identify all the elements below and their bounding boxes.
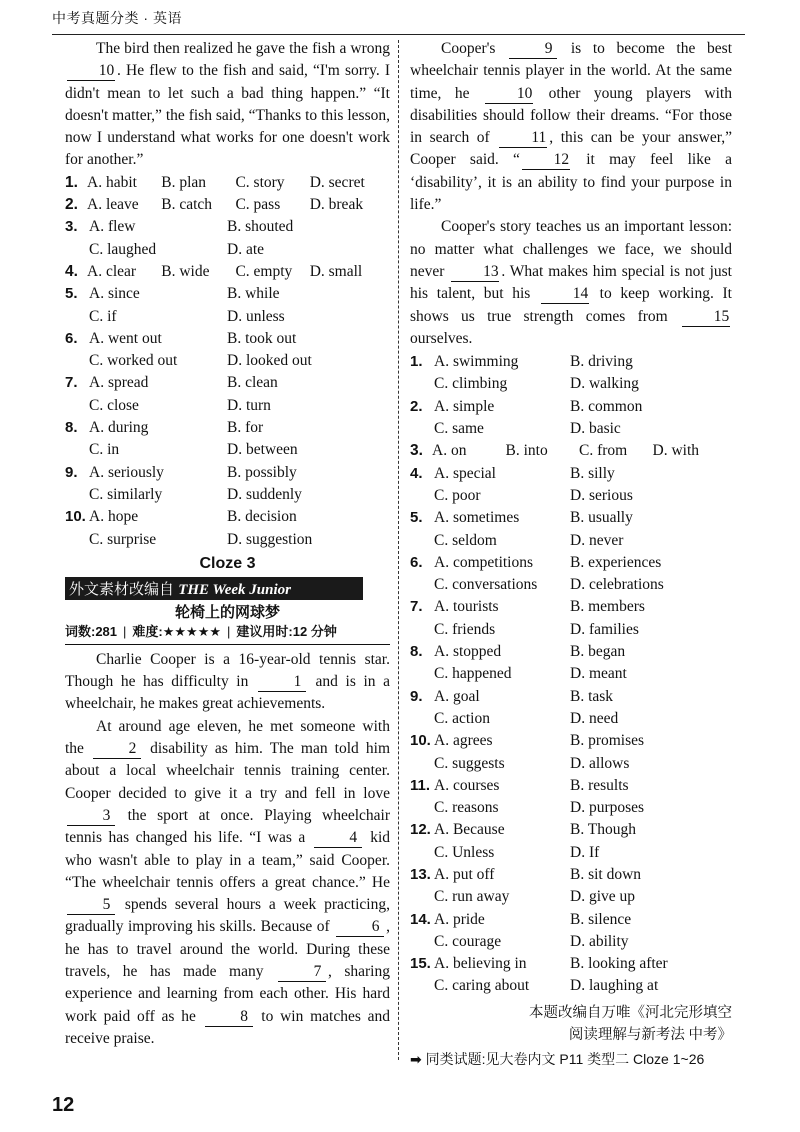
question-item bbox=[410, 641, 732, 686]
answer-option[interactable]: D. small bbox=[309, 262, 363, 280]
header-rule bbox=[52, 34, 745, 35]
answer-option[interactable]: C. story bbox=[235, 173, 285, 191]
answer-option[interactable]: B. sit down bbox=[570, 865, 642, 883]
answer-option[interactable]: C. same bbox=[434, 420, 484, 438]
credit-line-2: 阅读理解与新考法 中考》 bbox=[568, 1026, 732, 1043]
source-banner bbox=[65, 577, 363, 600]
passage-text: . What makes him special is not just his talent, but his bbox=[410, 262, 732, 303]
answer-option[interactable]: C. run away bbox=[434, 888, 510, 906]
cloze-blank[interactable]: 2 bbox=[93, 740, 141, 759]
answer-option[interactable]: A. stopped bbox=[434, 643, 502, 661]
question-item bbox=[410, 775, 732, 820]
passage-text: the sport at once. Playing wheelchair tennis has changed his life. “I was a bbox=[65, 806, 390, 847]
cloze3-title: Cloze 3 bbox=[199, 554, 256, 572]
answer-option[interactable]: C. worked out bbox=[89, 352, 178, 370]
answer-option[interactable]: D. ability bbox=[570, 932, 629, 950]
answer-option[interactable]: B. Though bbox=[570, 821, 637, 839]
passage-paragraph bbox=[410, 38, 732, 216]
answer-option[interactable]: C. from bbox=[579, 442, 628, 460]
running-header: 中考真题分类 · 英语 bbox=[52, 10, 182, 26]
question-number: 8. bbox=[410, 643, 423, 661]
passage-text: ourselves. bbox=[410, 329, 473, 347]
question-item bbox=[410, 396, 732, 441]
answer-option[interactable]: D. basic bbox=[570, 420, 621, 438]
answer-option[interactable]: A. Because bbox=[434, 821, 505, 839]
indent-spacer bbox=[410, 797, 434, 819]
question-number: 9. bbox=[65, 463, 78, 481]
answer-option[interactable]: D. families bbox=[570, 620, 639, 638]
question-number: 10. bbox=[410, 732, 431, 750]
question-item bbox=[410, 552, 732, 597]
answer-option[interactable]: C. close bbox=[89, 396, 139, 414]
answer-option[interactable]: D. purposes bbox=[570, 799, 645, 817]
answer-option[interactable]: B. members bbox=[570, 598, 645, 616]
cloze-blank[interactable]: 11 bbox=[499, 129, 547, 148]
left-column bbox=[65, 38, 390, 1050]
passage-text: to keep working. It shows us true strength comes from bbox=[410, 285, 732, 325]
answer-option[interactable]: A. pride bbox=[434, 910, 485, 928]
indent-spacer bbox=[410, 886, 434, 908]
question-item bbox=[65, 261, 390, 283]
passage-text: Cooper's bbox=[441, 40, 508, 57]
answer-option[interactable]: A. clear bbox=[87, 262, 137, 280]
answer-option[interactable]: B. shouted bbox=[227, 218, 294, 236]
passage-text: kid who wasn't able to play in a team,” said Cooper. “The wheelchair tennis offers a great chance.” He bbox=[65, 829, 390, 891]
answer-option[interactable]: B. silly bbox=[570, 464, 615, 482]
passage-text: , he has to travel around the world. During these travels, he has made many bbox=[65, 918, 390, 980]
answer-option[interactable]: B. wide bbox=[161, 262, 210, 280]
answer-option[interactable]: C. suggests bbox=[434, 754, 505, 772]
answer-option[interactable]: B. promises bbox=[570, 732, 645, 750]
answer-option[interactable]: A. since bbox=[89, 285, 140, 303]
answer-option[interactable]: A. went out bbox=[89, 329, 162, 347]
question-item bbox=[65, 462, 390, 507]
passage-text: Charlie Cooper is a 16-year-old tennis star. Though he has difficulty in bbox=[65, 650, 390, 691]
passage-text: it may feel like a ‘disability’, it is an ability to find your purpose in life.” bbox=[410, 151, 732, 214]
answer-option[interactable]: D. walking bbox=[570, 375, 639, 393]
answer-option[interactable]: C. surprise bbox=[89, 530, 157, 548]
cloze-blank[interactable]: 8 bbox=[205, 1008, 253, 1027]
indent-spacer bbox=[410, 373, 434, 395]
source-magazine: THE Week Junior bbox=[178, 581, 291, 598]
answer-option[interactable]: A. flew bbox=[89, 218, 136, 236]
answer-option[interactable]: C. poor bbox=[434, 486, 481, 504]
answer-option[interactable]: D. break bbox=[309, 196, 364, 214]
page-number: 12 bbox=[52, 1094, 75, 1116]
cloze-blank[interactable]: 15 bbox=[682, 308, 730, 327]
question-item bbox=[65, 172, 390, 194]
answer-option[interactable]: C. action bbox=[434, 709, 490, 727]
passage-text: The bird then realized he gave the fish a wrong bbox=[96, 40, 390, 57]
question-number: 11. bbox=[410, 776, 431, 794]
credit-note bbox=[410, 1002, 732, 1046]
question-item bbox=[410, 819, 732, 864]
source-prefix: 外文素材改编自 bbox=[69, 580, 175, 598]
question-number: 14. bbox=[410, 910, 431, 928]
answer-option[interactable]: D. secret bbox=[309, 173, 365, 191]
answer-option[interactable]: D. suggestion bbox=[227, 530, 313, 548]
indent-spacer bbox=[410, 931, 434, 953]
answer-option[interactable]: B. experiences bbox=[570, 553, 662, 571]
chinese-title: 轮椅上的网球梦 bbox=[174, 603, 280, 621]
question-number: 3. bbox=[65, 218, 78, 236]
question-item bbox=[65, 506, 390, 551]
answer-option[interactable]: D. looked out bbox=[227, 352, 312, 370]
answer-option[interactable]: C. Unless bbox=[434, 843, 495, 861]
column-divider bbox=[398, 40, 399, 1060]
question-item bbox=[65, 417, 390, 462]
answer-option[interactable]: D. between bbox=[227, 441, 298, 459]
answer-option[interactable]: B. driving bbox=[570, 353, 633, 371]
cloze2-passage-ending bbox=[65, 38, 390, 172]
passage-text: and is in a wheelchair, he makes great achievements. bbox=[65, 673, 390, 713]
answer-option[interactable]: C. caring about bbox=[434, 977, 530, 995]
passage-meta: 词数:281 | 难度:★★★★★ | 建议用时:12 分钟 bbox=[65, 623, 390, 645]
answer-option[interactable]: C. similarly bbox=[89, 485, 163, 503]
indent-spacer bbox=[410, 975, 434, 997]
question-number: 7. bbox=[410, 598, 423, 616]
passage-text: is to become the best wheelchair tennis player in the world. At the same time, he bbox=[410, 40, 732, 102]
answer-option[interactable]: D. never bbox=[570, 531, 624, 549]
answer-option[interactable]: D. with bbox=[652, 442, 699, 460]
answer-option[interactable]: B. silence bbox=[570, 910, 632, 928]
question-item bbox=[410, 864, 732, 909]
answer-option[interactable]: A. spread bbox=[89, 374, 149, 392]
cloze-blank[interactable]: 5 bbox=[67, 896, 115, 915]
answer-option[interactable]: C. seldom bbox=[434, 531, 497, 549]
answer-option[interactable]: C. if bbox=[89, 307, 117, 325]
answer-option[interactable]: D. ate bbox=[227, 240, 265, 258]
cloze-blank[interactable]: 12 bbox=[522, 151, 570, 170]
indent-spacer bbox=[410, 418, 434, 440]
passage-paragraph bbox=[65, 716, 390, 1050]
answer-option[interactable]: B. took out bbox=[227, 329, 297, 347]
answer-option[interactable]: C. climbing bbox=[434, 375, 508, 393]
cloze-blank[interactable]: 10 bbox=[67, 62, 115, 81]
right-column bbox=[410, 38, 732, 1070]
question-item bbox=[65, 194, 390, 216]
answer-option[interactable]: A. sometimes bbox=[434, 509, 520, 527]
question-number: 4. bbox=[410, 464, 423, 482]
question-number: 15. bbox=[410, 955, 431, 973]
answer-option[interactable]: A. leave bbox=[87, 196, 139, 214]
question-item bbox=[410, 596, 732, 641]
answer-option[interactable]: D. give up bbox=[570, 888, 636, 906]
answer-option[interactable]: A. during bbox=[89, 419, 149, 437]
indent-spacer bbox=[410, 708, 434, 730]
answer-option[interactable]: B. possibly bbox=[227, 463, 297, 481]
answer-option[interactable]: A. courses bbox=[434, 776, 500, 794]
credit-line-1: 本题改编自万唯《河北完形填空 bbox=[529, 1004, 732, 1021]
passage-text: , this can be your answer,” Cooper said. “ bbox=[410, 129, 732, 169]
question-number: 5. bbox=[65, 285, 78, 303]
answer-option[interactable]: A. tourists bbox=[434, 598, 499, 616]
cloze-blank[interactable]: 1 bbox=[258, 673, 306, 692]
cloze-blank[interactable]: 7 bbox=[278, 963, 326, 982]
passage-text: other young players with disabilities should follow their dreams. “For those in search of bbox=[410, 84, 732, 147]
indent-spacer bbox=[65, 239, 89, 261]
answer-option[interactable]: D. need bbox=[570, 709, 619, 727]
answer-option[interactable]: C. in bbox=[89, 441, 120, 459]
passage-text: disability as him. The man told him about a local wheelchair tennis training center. Cooper decided to give it a try and fell in love bbox=[65, 740, 390, 802]
answer-option[interactable]: C. friends bbox=[434, 620, 496, 638]
cloze-blank[interactable]: 9 bbox=[509, 40, 557, 59]
answer-option[interactable]: A. habit bbox=[87, 173, 137, 191]
answer-option[interactable]: D. meant bbox=[570, 665, 627, 683]
question-item bbox=[65, 216, 390, 261]
answer-option[interactable]: B. looking after bbox=[570, 955, 668, 973]
question-number: 13. bbox=[410, 865, 431, 883]
answer-option[interactable]: B. catch bbox=[161, 196, 213, 214]
answer-option[interactable]: C. courage bbox=[434, 932, 502, 950]
question-number: 7. bbox=[65, 374, 78, 392]
answer-option[interactable]: D. celebrations bbox=[570, 576, 664, 594]
cloze3-passage-part2 bbox=[410, 38, 732, 350]
cloze-blank[interactable]: 14 bbox=[541, 285, 589, 304]
answer-option[interactable]: C. pass bbox=[235, 196, 281, 214]
answer-option[interactable]: B. usually bbox=[570, 509, 633, 527]
indent-spacer bbox=[65, 306, 89, 328]
answer-option[interactable]: A. simple bbox=[434, 397, 495, 415]
question-item bbox=[65, 328, 390, 373]
passage-text: Cooper's story teaches us an important lesson: no matter what challenges we face, we should never bbox=[410, 218, 732, 280]
question-number: 8. bbox=[65, 419, 78, 437]
answer-option[interactable]: A. competitions bbox=[434, 553, 534, 571]
indent-spacer bbox=[65, 395, 89, 417]
answer-option[interactable]: D. unless bbox=[227, 307, 285, 325]
question-number: 5. bbox=[410, 509, 423, 527]
answer-option[interactable]: A. special bbox=[434, 464, 496, 482]
indent-spacer bbox=[65, 350, 89, 372]
indent-spacer bbox=[65, 484, 89, 506]
cloze3-passage-part1 bbox=[65, 649, 390, 1050]
indent-spacer bbox=[410, 530, 434, 552]
answer-option[interactable]: D. If bbox=[570, 843, 600, 861]
answer-option[interactable]: A. put off bbox=[434, 865, 495, 883]
question-number: 1. bbox=[65, 173, 78, 191]
cloze2-questions bbox=[65, 172, 390, 551]
indent-spacer bbox=[410, 574, 434, 596]
question-number: 6. bbox=[65, 329, 78, 347]
answer-option[interactable]: A. goal bbox=[434, 687, 480, 705]
question-number: 10. bbox=[65, 508, 86, 526]
indent-spacer bbox=[410, 842, 434, 864]
answer-option[interactable]: D. suddenly bbox=[227, 485, 302, 503]
question-item bbox=[410, 909, 732, 954]
passage-text: , sharing experience and learning from each other. His hard work paid off as he bbox=[65, 962, 390, 1025]
answer-option[interactable]: B. clean bbox=[227, 374, 278, 392]
answer-option[interactable]: A. on bbox=[432, 442, 467, 460]
passage-paragraph bbox=[65, 649, 390, 716]
answer-option[interactable]: C. conversations bbox=[434, 576, 538, 594]
question-number: 12. bbox=[410, 821, 431, 839]
answer-option[interactable]: B. for bbox=[227, 419, 264, 437]
answer-option[interactable]: A. seriously bbox=[89, 463, 164, 481]
answer-option[interactable]: A. agrees bbox=[434, 732, 493, 750]
question-item bbox=[410, 351, 732, 396]
answer-option[interactable]: D. serious bbox=[570, 486, 633, 504]
indent-spacer bbox=[410, 485, 434, 507]
question-item bbox=[410, 507, 732, 552]
cloze-blank[interactable]: 4 bbox=[314, 829, 362, 848]
passage-text: At around age eleven, he met someone with the bbox=[65, 717, 390, 758]
answer-option[interactable]: C. empty bbox=[235, 262, 293, 280]
arrow-right-icon: ➡ bbox=[410, 1050, 422, 1067]
answer-option[interactable]: D. turn bbox=[227, 396, 271, 414]
cloze-blank[interactable]: 3 bbox=[67, 807, 115, 826]
question-item bbox=[410, 686, 732, 731]
question-number: 1. bbox=[410, 353, 423, 371]
indent-spacer bbox=[410, 619, 434, 641]
reference-text: 同类试题:见大卷内文 P11 类型二 Cloze 1~26 bbox=[425, 1050, 705, 1067]
answer-option[interactable]: C. reasons bbox=[434, 799, 499, 817]
question-item bbox=[410, 730, 732, 775]
indent-spacer bbox=[410, 663, 434, 685]
cloze-blank[interactable]: 10 bbox=[485, 85, 533, 104]
answer-option[interactable]: B. into bbox=[505, 442, 548, 460]
question-number: 9. bbox=[410, 687, 423, 705]
cloze-blank[interactable]: 6 bbox=[336, 918, 384, 937]
question-item bbox=[410, 463, 732, 508]
answer-option[interactable]: C. laughed bbox=[89, 240, 157, 258]
indent-spacer bbox=[65, 529, 89, 551]
passage-paragraph bbox=[410, 216, 732, 350]
answer-option[interactable]: B. plan bbox=[161, 173, 207, 191]
suggested-time: 建议用时:12 分钟 bbox=[236, 623, 337, 639]
question-item bbox=[65, 283, 390, 328]
question-number: 2. bbox=[65, 196, 78, 214]
answer-option[interactable]: D. allows bbox=[570, 754, 630, 772]
answer-option[interactable]: A. swimming bbox=[434, 353, 519, 371]
passage-text: . He flew to the fish and said, “I'm sorry. I didn't mean to let such a bad thing happen.” “It doesn't matter,” the fish said, “Thanks to this lesson, now I understand what works for one doesn't work for another.” bbox=[65, 62, 390, 169]
answer-option[interactable]: C. happened bbox=[434, 665, 512, 683]
indent-spacer bbox=[410, 753, 434, 775]
cloze-blank[interactable]: 13 bbox=[451, 263, 499, 282]
question-number: 2. bbox=[410, 397, 423, 415]
answer-option[interactable]: B. while bbox=[227, 285, 280, 303]
word-count: 词数:281 bbox=[65, 623, 118, 639]
reference-note bbox=[410, 1048, 732, 1070]
question-number: 3. bbox=[410, 442, 423, 460]
passage-text: spends several hours a week practicing, gradually improving his skills. Because of bbox=[65, 896, 390, 936]
difficulty-rating: 难度:★★★★★ bbox=[132, 623, 222, 639]
answer-option[interactable]: A. hope bbox=[89, 508, 139, 526]
question-item bbox=[410, 953, 732, 998]
question-item bbox=[410, 440, 732, 462]
question-number: 4. bbox=[65, 262, 78, 280]
question-item bbox=[65, 372, 390, 417]
answer-option[interactable]: B. began bbox=[570, 643, 626, 661]
question-number: 6. bbox=[410, 553, 423, 571]
answer-option[interactable]: B. common bbox=[570, 397, 643, 415]
passage-text: to win matches and receive praise. bbox=[65, 1007, 390, 1047]
answer-option[interactable]: A. believing in bbox=[434, 955, 527, 973]
answer-option[interactable]: B. results bbox=[570, 776, 629, 794]
answer-option[interactable]: B. decision bbox=[227, 508, 297, 526]
answer-option[interactable]: B. task bbox=[570, 687, 614, 705]
indent-spacer bbox=[65, 439, 89, 461]
answer-option[interactable]: D. laughing at bbox=[570, 977, 659, 995]
cloze3-questions bbox=[410, 351, 732, 998]
